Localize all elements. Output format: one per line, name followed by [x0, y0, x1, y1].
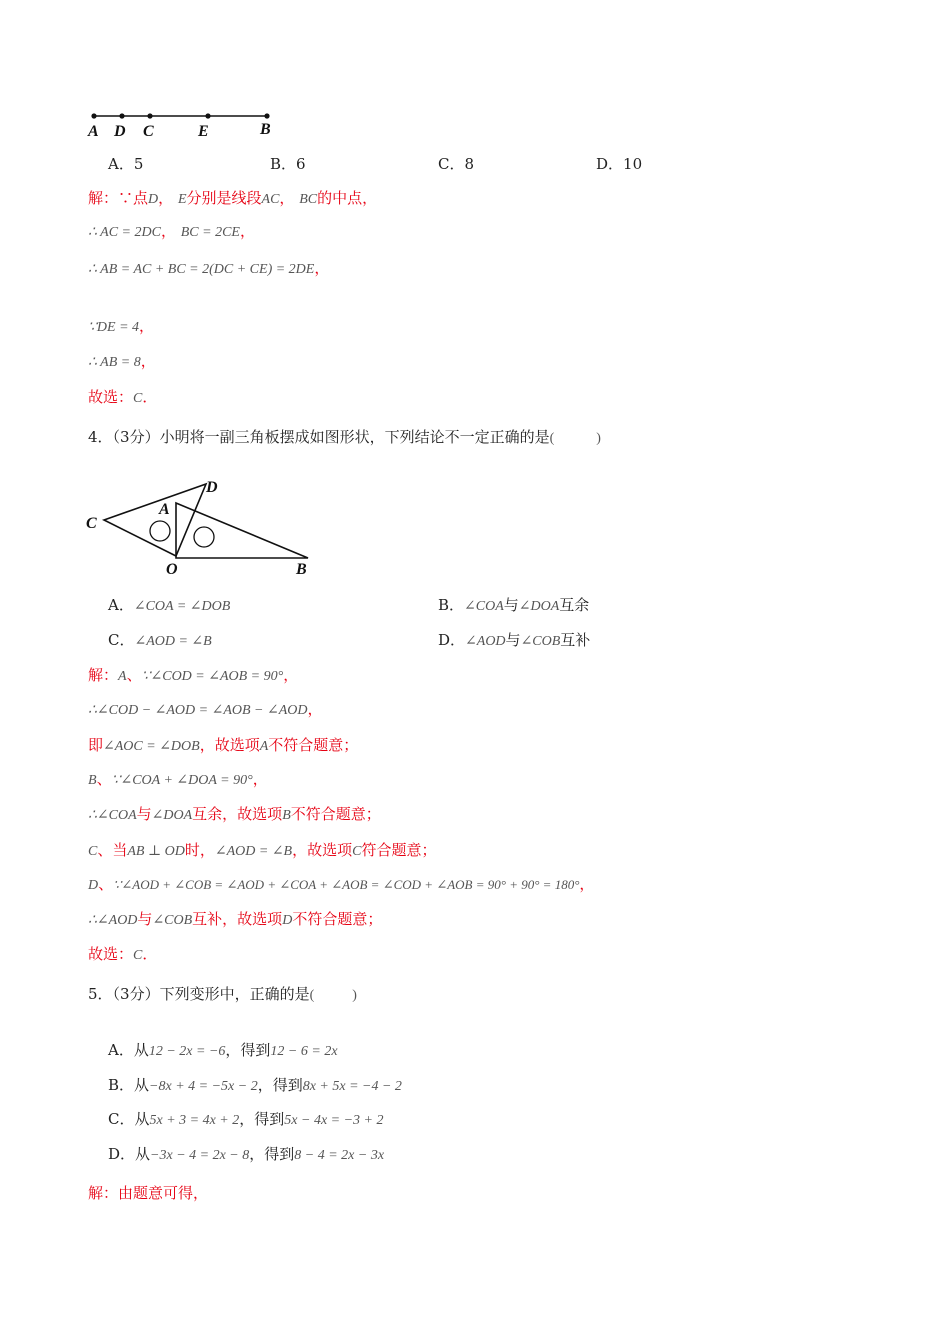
q3-solution-line-4: ∵DE = 4， — [88, 317, 155, 335]
angle-marker-2 — [194, 527, 214, 547]
q4-stem: 4．（3分）小明将一副三角板摆成如图形状，下列结论不一定正确的是( ) — [88, 428, 601, 446]
label-d: D — [206, 479, 218, 496]
q3-solution-line-1: 解：∵点D， E分别是线段AC， BC的中点， — [88, 189, 378, 207]
q4-solution-line-7: D、∵∠AOD + ∠COB = ∠AOD + ∠COA + ∠AOB = ∠COD + ∠AOB = 90° + 90° = 180°， — [88, 875, 595, 893]
point-a-dot — [91, 113, 96, 118]
segment-figure — [80, 106, 290, 146]
label-b: B — [260, 121, 271, 138]
q5-solution-line-1: 解：由题意可得， — [88, 1184, 209, 1202]
q4-solution-line-3: 即∠AOC = ∠DOB，故选项A不符合题意； — [88, 736, 359, 754]
angle-marker-1 — [150, 521, 170, 541]
q3-option-b: B．6 — [270, 155, 306, 173]
q4-solution-line-1: 解：A、∵∠COD = ∠AOB = 90°， — [88, 666, 299, 684]
label-e: E — [198, 123, 209, 140]
q4-solution-line-8: ∴∠AOD与∠COB互补，故选项D不符合题意； — [88, 910, 383, 928]
q3-option-a: A．5 — [108, 155, 144, 173]
triangle-cod — [104, 484, 206, 556]
q4-solution-line-9: 故选：C． — [88, 945, 158, 963]
q4-option-d: D．∠AOD与∠COB互补 — [438, 631, 591, 649]
point-e-dot — [205, 113, 210, 118]
q5-option-b: B．从−8x + 4 = −5x − 2，得到8x + 5x = −4 − 2 — [108, 1076, 402, 1094]
q3-option-d: D．10 — [596, 155, 643, 173]
q4-solution-line-4: B、∵∠COA + ∠DOA = 90°， — [88, 770, 268, 788]
triangle-figure — [80, 470, 330, 580]
q4-solution-line-6: C、当AB ⊥ OD时，∠AOD = ∠B，故选项C符合题意； — [88, 841, 437, 859]
q4-solution-line-2: ∴∠COD − ∠AOD = ∠AOB − ∠AOD， — [88, 700, 323, 718]
q4-option-b: B．∠COA与∠DOA互余 — [438, 596, 590, 614]
point-d-dot — [119, 113, 124, 118]
q5-stem: 5．（3分）下列变形中，正确的是( ) — [88, 985, 357, 1003]
point-b-dot — [264, 113, 269, 118]
q4-solution-line-5: ∴∠COA与∠DOA互余，故选项B不符合题意； — [88, 805, 381, 823]
q3-solution-line-3: ∴ AB = AC + BC = 2(DC + CE) = 2DE， — [88, 259, 330, 277]
q4-option-a: A．∠COA = ∠DOB — [108, 596, 231, 614]
label-b: B — [296, 561, 307, 578]
label-a: A — [88, 123, 99, 140]
label-c: C — [86, 515, 97, 532]
q3-solution-line-5: ∴ AB = 8， — [88, 352, 156, 370]
q4-option-c: C．∠AOD = ∠B — [108, 631, 212, 649]
q5-option-d: D．从−3x − 4 = 2x − 8，得到8 − 4 = 2x − 3x — [108, 1145, 385, 1163]
q3-option-c: C．8 — [438, 155, 475, 173]
label-a: A — [159, 501, 170, 518]
q3-solution-line-2: ∴ AC = 2DC， BC = 2CE， — [88, 222, 255, 240]
label-c: C — [143, 123, 154, 140]
point-c-dot — [147, 113, 152, 118]
label-d: D — [114, 123, 126, 140]
q5-option-c: C．从5x + 3 = 4x + 2，得到5x − 4x = −3 + 2 — [108, 1110, 384, 1128]
q5-option-a: A．从12 − 2x = −6，得到12 − 6 = 2x — [108, 1041, 338, 1059]
q3-solution-line-6: 故选：C． — [88, 388, 158, 406]
label-o: O — [166, 561, 178, 578]
